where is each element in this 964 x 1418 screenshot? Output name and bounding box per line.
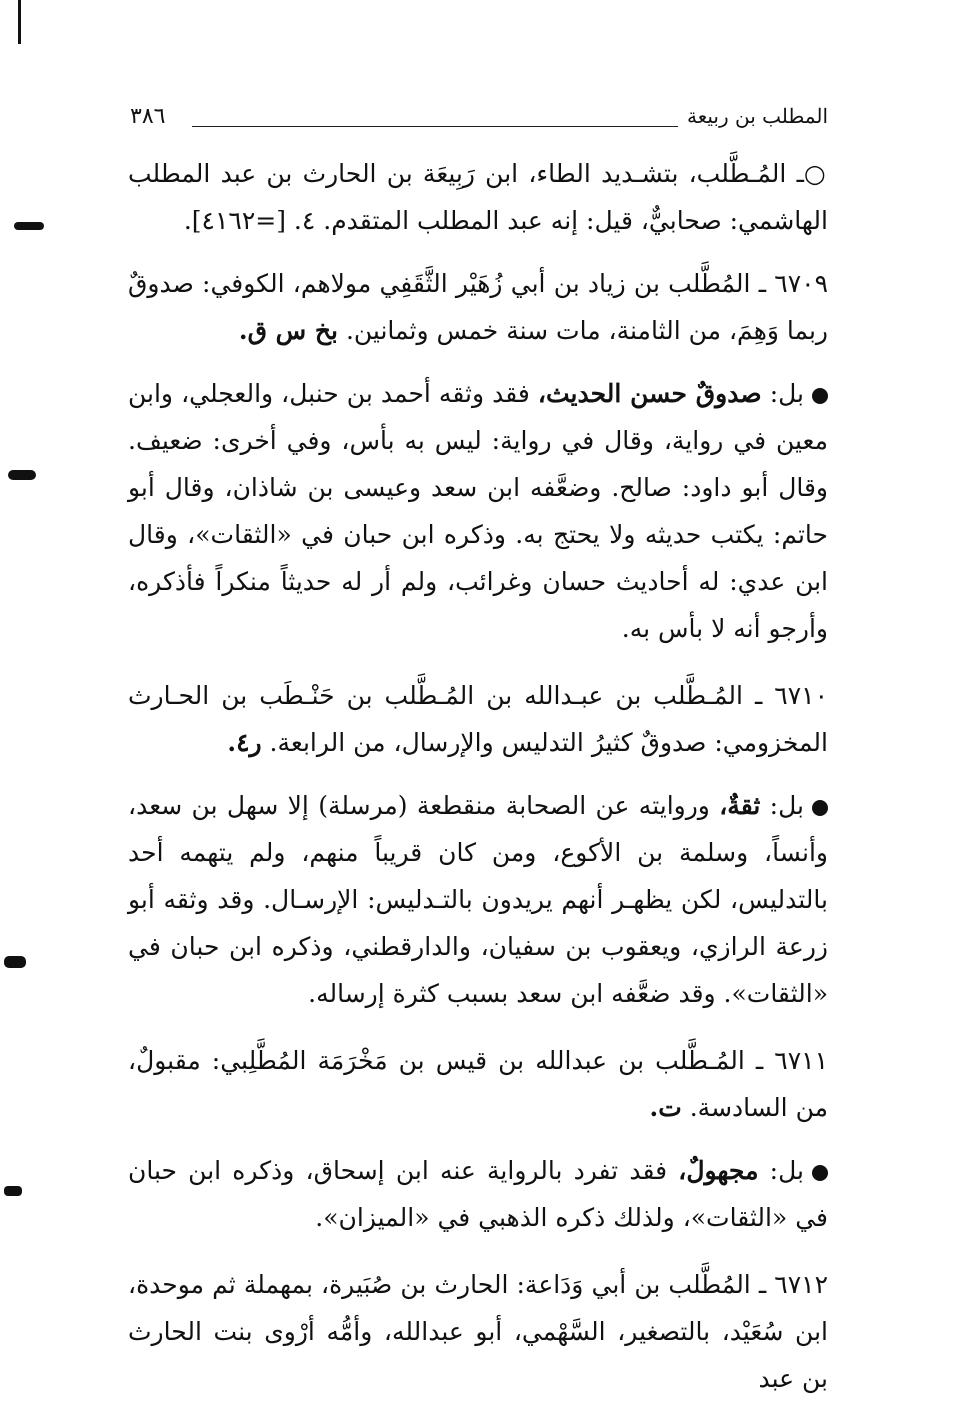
entry-paragraph [128,1037,828,1131]
page-number: ٣٨٦ [130,104,166,129]
entry-text: فقد وثقه أحمد بن حنبل، والعجلي، وابن معين في رواية، وقال في رواية: ليس به بأس، وفي أخرى: ضعيف. وقال أبو داود: صالح. وضعَّفه ابن سعد وعيسى بن شاذان، وقال أبو حاتم: يكتب حديثه ولا يحتج به. وذكره ابن حبان في «الثقات»، وقال ابن عدي: له أحاديث حسان وغرائب، ولم أر له حديثاً منكراً فأذكره، وأرجو أنه لا بأس به. [128,379,829,643]
scan-margin-mark [14,222,44,230]
entry-paragraph [128,1261,828,1402]
entry-paragraph [128,672,828,766]
commentary-paragraph [128,1147,828,1241]
commentary-paragraph [128,782,828,1017]
entry-text: ٦٧١١ ـ المُـطَّلب بن عبدالله بن قيس بن مَخْرَمَة المُطَّلِبي: مقبولٌ، من السادسة. [128,1046,828,1122]
scan-margin-mark [8,470,36,480]
scan-margin-mark [18,0,21,44]
entry-text: ٦٧١٢ ـ المُطَّلب بن أبي وَدَاعة: الحارث بن صُبَيرة، بمهملة ثم موحدة، ابن سُعَيْد، بالتصغير، السَّهْمي، أبو عبدالله، وأمُّه أرْوى بنت الحارث بن عبد [128,1270,828,1393]
entry-text: فقد تفرد بالرواية عنه ابن إسحاق، وذكره ابن حبان في «الثقات»، ولذلك ذكره الذهبي في «الميزان». [128,1156,828,1232]
scan-margin-mark [4,956,26,968]
page-header [130,104,828,138]
source-symbols: ت. [649,1093,682,1122]
header-rule [192,126,678,127]
bullet-icon [812,1165,828,1181]
entry-paragraph [128,150,828,244]
entry-paragraph [128,260,828,354]
commentary-paragraph [128,370,828,652]
source-symbols: ر٤. [227,728,262,757]
note-prefix: بل: [769,791,804,820]
circle-marker-icon: ○ [803,159,828,188]
entry-text: وروايته عن الصحابة منقطعة (مرسلة) إلا سهل بن سعد، وأنساً، وسلمة بن الأكوع، ومن كان قريباً منهم، ولم يتهمه أحد بالتدليس، لكن يظهـر أنهم يريدون بالتـدليس: الإرسـال. وقد وثقه أبو زرعة الرازي، ويعقوب بن سفيان، والدارقطني، وذكره ابن حبان في «الثقات». وقد ضعَّفه ابن سعد بسبب كثرة إرساله. [128,791,828,1008]
source-symbols: بخ س ق. [238,316,338,345]
entry-text: ٦٧٠٩ ـ المُطَّلب بن زياد بن أبي زُهَيْر الثَّقَفِي مولاهم، الكوفي: صدوقٌ ربما وَهِمَ، من الثامنة، مات سنة خمس وثمانين. [128,269,828,345]
entry-text: ـ المُـطَّلب، بتشـديد الطاء، ابن رَبِيعَة بن الحارث بن عبد المطلب الهاشمي: صحابيٌّ، قيل: إنه عبد المطلب المتقدم. ٤. [=٤١٦٢]. [128,159,828,235]
verdict-text: صدوقٌ حسن الحديث، [537,379,762,408]
entry-text: ٦٧١٠ ـ المُـطَّلب بن عبـدالله بن المُـطَّلب بن حَنْـطَب بن الحـارث المخزومي: صدوقٌ كثيرُ التدليس والإرسال، من الرابعة. [128,681,828,757]
entries-body [128,150,828,1418]
running-title: المطلب بن ربيعة [686,104,828,128]
scan-margin-mark [4,1186,22,1196]
verdict-text: ثقةٌ، [719,791,761,820]
note-prefix: بل: [769,379,805,408]
verdict-text: مجهولٌ، [678,1156,759,1185]
note-prefix: بل: [769,1156,804,1185]
bullet-icon [812,388,828,404]
bullet-icon [812,800,828,816]
